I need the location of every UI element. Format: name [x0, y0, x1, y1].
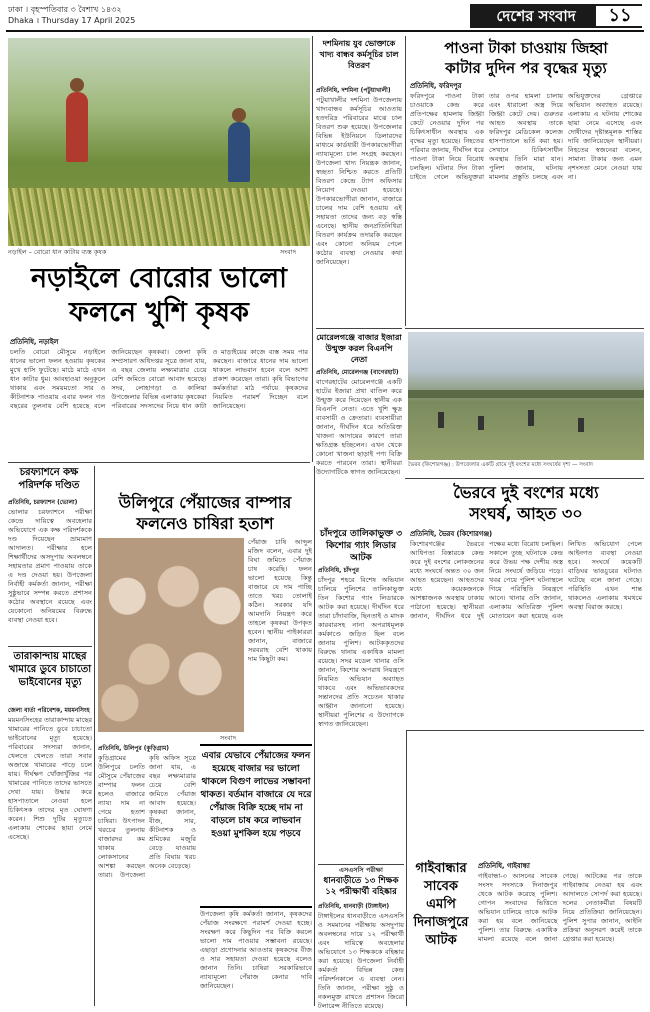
column-divider	[405, 36, 406, 326]
onion-pullquote: এবার যেভাবে পেঁয়াজের ফলন হয়েছে বাজার দর ভালো থাকলে বিগুণ লাভের সম্ভাবনা থাকত। বর্তমান বাজারে যে দরে পেঁয়াজ বিক্রি হচ্ছে দাম না বাড়লে চাষ করে লাভবান হওয়া মুশকিল হয়ে পড়বে	[200, 751, 312, 839]
chorfashion-headline: চরফ্যাশনে কক্ষ পরিদর্শক দণ্ডিত	[18, 467, 80, 491]
crowd-figure	[578, 418, 584, 432]
bhairab-body-continued	[410, 734, 642, 856]
harvest-photo	[8, 38, 310, 246]
fisheries-body: ময়মনসিংহের তারাকান্দায় মাছের খামারের পানিতে ডুবে চাচাতো ভাইবোনের মৃত্যু হয়েছে। পরিবারের সদস্যরা জানান, খেলতে খেলতে তারা সবার অজান্তে খামারের পাড়ে চলে যায়। দীর্ঘক্ষণ খোঁজাখুঁজির পর খামারের পানিতে তাদের ভাসতে দেখা যায়। উদ্ধার করে হাসপাতালে নেওয়া হলে চিকিৎসক তাদের মৃত ঘোষণা করেন। শিশু দুটির মৃত্যুতে এলাকায় শোকের ছায়া নেমে এসেছে।	[8, 716, 93, 841]
dateline	[8, 4, 135, 26]
divider	[406, 730, 644, 731]
harvest-headline-line2: ফলনে খুশি কৃষক	[69, 297, 249, 328]
dateline-bangla: ঢাকা । বৃহস্পতিবার ৩ বৈশাখ ১৪৩২	[8, 5, 122, 14]
dhanbari-kicker: এসএসসি পরীক্ষা	[339, 866, 383, 874]
jihba-headline	[408, 38, 644, 78]
farmer-figure-1	[66, 78, 88, 162]
bhairab-photo-caption: ভৈরব (কিশোরগঞ্জ) : উপজেলার একটি গ্রামে দুই বংশের মধ্যে সংঘর্ষের দৃশ্য — সংবাদ	[408, 462, 593, 468]
onion-photo-credit: সংবাদ	[220, 734, 237, 742]
onion-pullquote-box	[200, 744, 312, 908]
bhairab-photo	[408, 332, 644, 460]
bhairab-headline-line2: সংঘর্ষ, আহত ৩০	[469, 504, 583, 523]
rice-body: পটুয়াখালীর দশমিনা উপজেলায় খাদ্যবান্ধব কর্মসূচির আওতায় হতদরিদ্র পরিবারের মাঝে চাল বিতরণ শুরু হয়েছে। উপজেলার বিভিন্ন ইউনিয়নে ডিলারদের মাধ্যমে কার্ডধারী উপকারভোগীরা ন্যায্যমূল্যে চাল সংগ্রহ করছেন। উপজেলা খাদ্য নিয়ন্ত্রক জানান, স্বচ্ছতা নিশ্চিত করতে প্রতিটি বিতরণ কেন্দ্রে ট্যাগ অফিসার নিয়োগ দেওয়া হয়েছে। উপকারভোগীরা জানান, বাজারে চালের দাম বেশি হওয়ায় এই সহায়তা তাদের জন্য বড় স্বস্তি এনেছে। স্থানীয় জনপ্রতিনিধিরা বিতরণ কার্যক্রম তদারকি করছেন এবং কোনো অনিয়ম পেলে কঠোর ব্যবস্থা নেওয়ার কথা জানিয়েছেন।	[316, 96, 402, 266]
column-divider	[94, 466, 95, 1006]
harvest-body: চলতি বোরো মৌসুমে নড়াইলে ধানের ভালো ফলন হওয়ায় কৃষকের মুখে হাসি ফুটেছে। মাঠে মাঠে এখন ধান কাটার ধুম। আবহাওয়া অনুকূলে থাকায় এবং সময়মতো সার ও কীটনাশক পাওয়ায় এবার ফলন গত বছরের তুলনায় বেশি হয়েছে বলে জানিয়েছেন কৃষকরা। জেলা কৃষি সম্প্রসারণ অধিদপ্তর সূত্রে জানা যায়, এ বছর জেলায় লক্ষ্যমাত্রার চেয়ে বেশি জমিতে বোরো আবাদ হয়েছে। সদর, লোহাগড়া ও কালিয়া উপজেলার বিভিন্ন এলাকায় কৃষকেরা পরিবারের সদস্যদের নিয়ে ধান কাটা ও মাড়াইয়ের কাজে ব্যস্ত সময় পার করছেন। বাজারে ধানের দাম ভালো থাকলে লাভবান হবেন বলে আশা প্রকাশ করেছেন তারা। কৃষি বিভাগের কর্মকর্তারা মাঠ পর্যায়ে কৃষকদের নিয়মিত পরামর্শ দিচ্ছেন বলে জানিয়েছেন।	[10, 348, 308, 410]
masthead-title: দেশের সংবাদ	[496, 7, 576, 25]
chorfashion-byline: প্রতিনিধি, চরফ্যাশন (ভোলা)	[8, 499, 78, 506]
farmer-figure-2	[228, 108, 250, 182]
bhairab-headline	[408, 482, 644, 524]
jihba-headline-line2: কাটার দুদিন পর বৃদ্ধের মৃত্যু	[445, 59, 607, 77]
gaibandha-body: গাইবান্ধা-৩ আসনের সাবেক সংসদ সদস্যকে দিনাজপুর থেকে আটক করেছে পুলিশ। গোপন সংবাদের ভিত্তিতে অভিযান চালিয়ে তাকে আটক করা হয় বলে জানিয়েছে পুলিশ। তার বিরুদ্ধে একাধিক মামলা রয়েছে বলে জানা গেছে। আটকের পর তাকে গাইবান্ধায় নেওয়া হয় এবং আদালতে সোপর্দ করা হয়েছে। দলের নেতাকর্মীরা বিষয়টি নিয়ে প্রতিক্রিয়া জানিয়েছেন। পুলিশ সুপার জানান, আইনি প্রক্রিয়া অনুসরণ করেই তাকে গ্রেপ্তার করা হয়েছে।	[478, 872, 642, 943]
dateline-english: Dhaka । Thursday 17 April 2025	[8, 16, 136, 25]
morelganj-body: বাগেরহাটের মোরেলগঞ্জে একটি হাটের ইজারা প্রথা বাতিল করে উন্মুক্ত করে দিয়েছেন স্থানীয় এক বিএনপি নেতা। এতে খুশি ক্ষুদ্র ব্যবসায়ী ও ক্রেতারা। ব্যবসায়ীরা জানান, দীর্ঘদিন ধরে অতিরিক্ত খাজনা আদায়ের কারণে তারা ক্ষতিগ্রস্ত হচ্ছিলেন। এখন থেকে কোনো খাজনা ছাড়াই পণ্য বিক্রি করতে পারবেন তারা। স্থানীয়রা উদ্যোগটিকে স্বাগত জানিয়েছেন।	[316, 378, 402, 476]
harvest-photo-caption: নড়াইল – বোরো ধান কাটায় ব্যস্ত কৃষক	[8, 248, 107, 256]
divider	[405, 478, 644, 479]
morelganj-headline: মোরেলগঞ্জে বাজার ইজারা উন্মুক্ত করল বিএনপি নেতা	[316, 333, 402, 364]
divider	[318, 864, 404, 865]
crowd-figure	[528, 410, 534, 426]
gaibandha-byline: প্রতিনিধি, গাইবান্ধা	[478, 862, 530, 870]
onion-body-b: পেঁয়াজ চাষি আব্দুল মজিদ বলেন, এবার দুই বিঘা জমিতে পেঁয়াজ চাষ করেছি। ফলন ভালো হয়েছে কিন্তু বাজারে যে দাম পাচ্ছি তাতে খরচ তোলাই কঠিন। সরকার যদি আমদানি নিয়ন্ত্রণ করে তাহলে কৃষকরা উপকৃত হবেন। স্থানীয় পাইকাররা জানান, বাজারে সরবরাহ বেশি থাকায় দাম কিছুটা কম।	[248, 538, 312, 663]
harvest-photo-credit: সংবাদ	[280, 248, 297, 256]
jihba-byline: প্রতিনিধি, ফরিদপুর	[410, 82, 462, 90]
rice-headline: দশমিনায় যুব ভোক্তাকে খাদ্য বান্ধব কর্মসূচির চাল বিতরণ	[319, 39, 399, 70]
onion-body-a: কুড়িগ্রামের উলিপুরে চলতি মৌসুমে পেঁয়াজের বাম্পার ফলন হলেও বাজারে ন্যায্য দাম না পেয়ে হতাশ চাষিরা। উৎপাদন খরচের তুলনায় বাজারদর কম থাকায় লোকসানের আশঙ্কা করছেন তারা। উপজেলা কৃষি অফিস সূত্রে জানা যায়, এ বছর লক্ষ্যমাত্রার চেয়ে বেশি জমিতে পেঁয়াজ আবাদ হয়েছে। কৃষকরা জানান, বীজ, সার, কীটনাশক ও শ্রমিকের মজুরি বেড়ে যাওয়ায় প্রতি বিঘায় খরচ অনেক বেড়েছে।	[98, 754, 196, 879]
harvest-headline	[8, 262, 310, 330]
divider	[8, 646, 92, 647]
onion-headline-line1: উলিপুরে পেঁয়াজের বাম্পার	[118, 493, 292, 512]
onion-byline: প্রতিনিধি, উলিপুর (কুড়িগ্রাম)	[98, 745, 170, 752]
page-number: ১১	[596, 6, 644, 26]
harvest-byline: প্রতিনিধি, নড়াইল	[10, 338, 59, 346]
dhanbari-body: টাঙ্গাইলের ধানবাড়ীতে এসএসসি ও সমমানের পরীক্ষায় অসদুপায় অবলম্বনের দায়ে ১২ পরীক্ষার্থী এবং দায়িত্বে অবহেলার অভিযোগে ১৩ শিক্ষককে বহিষ্কার করা হয়েছে। উপজেলা নির্বাহী কর্মকর্তা বিভিন্ন কেন্দ্র পরিদর্শনকালে এ ব্যবস্থা নেন। তিনি জানান, পরীক্ষা সুষ্ঠু ও নকলমুক্ত রাখতে প্রশাসন জিরো টলারেন্স নীতিতে রয়েছে।	[318, 912, 404, 1010]
jihba-body: ফরিদপুরে পাওনা টাকা চাওয়াকে কেন্দ্র করে প্রতিপক্ষের হামলায় জিহ্বা কেটে নেওয়ার দুদিন পর চিকিৎসাধীন অবস্থায় এক বৃদ্ধের মৃত্যু হয়েছে। নিহতের পরিবার জানায়, দীর্ঘদিন ধরে পাওনা টাকা নিয়ে বিরোধ চলছিল। ঘটনার দিন টাকা চাইতে গেলে অভিযুক্তরা তার ওপর হামলা চালায় এবং ধারালো অস্ত্র দিয়ে জিহ্বা কেটে দেয়। গুরুতর আহত অবস্থায় তাকে ফরিদপুর মেডিকেল কলেজ হাসপাতালে ভর্তি করা হয়। সেখানে চিকিৎসাধীন অবস্থায় তিনি মারা যান। পুলিশ জানায়, ঘটনায় মামলার প্রস্তুতি চলছে এবং অভিযুক্তদের গ্রেপ্তারে অভিযান অব্যাহত রয়েছে। এলাকায় এ ঘটনায় শোকের ছায়া নেমে এসেছে এবং দোষীদের দৃষ্টান্তমূলক শাস্তির দাবি জানিয়েছেন স্থানীয়রা। নিহতের স্বজনেরা বলেন, সামান্য টাকার জন্য এমন নৃশংসতা মেনে নেওয়া যায় না।	[410, 92, 642, 181]
rice-byline: প্রতিনিধি, দশমিনা (পটুয়াখালী)	[316, 87, 391, 94]
fisheries-headline: তারাকান্দায় মাছের খামারে ডুবে চাচাতো ভাইবোনের মৃত্যু	[8, 651, 92, 688]
morelganj-byline: প্রতিনিধি, মোরেলগঞ্জ (বাগেরহাট)	[316, 369, 399, 376]
bhairab-headline-line1: ভৈরবে দুই বংশের মধ্যে	[453, 483, 599, 502]
column-divider	[314, 466, 315, 1006]
dhanbari-byline: প্রতিনিধি, ধানবাড়ী (টাঙ্গাইল)	[318, 903, 390, 910]
fisheries-byline: জেলা বার্তা পরিবেশক, ময়মনসিংহ	[8, 707, 90, 714]
divider	[316, 328, 402, 329]
dhanbari-headline: ধানবাড়ীতে ১৩ শিক্ষক ১২ পরীক্ষার্থী বহিষ্কার	[323, 876, 399, 897]
chandpur-headline: চাঁদপুরে তালিকাভুক্ত ৩ কিশোর গ্যাং লিডার আটক	[320, 529, 402, 563]
onion-headline-line2: ফলনেও চাষিরা হতাশ	[136, 514, 274, 533]
bhairab-byline: প্রতিনিধি, ভৈরব (কিশোরগঞ্জ)	[410, 530, 493, 538]
bhairab-treeline	[408, 390, 644, 398]
bhairab-body: কিশোরগঞ্জের ভৈরবে আধিপত্য বিস্তারকে কেন্দ্র করে দুই বংশের লোকজনের মধ্যে সংঘর্ষে অন্তত ৩০ জন আহত হয়েছেন। আহতদের মধ্যে কয়েকজনকে আশঙ্কাজনক অবস্থায় ঢাকায় পাঠানো হয়েছে। স্থানীয়রা জানান, দীর্ঘদিন ধরে দুই পক্ষের মধ্যে বিরোধ চলছিল। সকালে তুচ্ছ ঘটনাকে কেন্দ্র করে উভয় পক্ষ দেশীয় অস্ত্র নিয়ে সংঘর্ষে জড়িয়ে পড়ে। খবর পেয়ে পুলিশ ঘটনাস্থলে গিয়ে পরিস্থিতি নিয়ন্ত্রণে আনে। থানার ওসি জানান, এলাকায় অতিরিক্ত পুলিশ মোতায়েন করা হয়েছে এবং লিখিত অভিযোগ পেলে আইনগত ব্যবস্থা নেওয়া হবে। সংঘর্ষে কয়েকটি বাড়িঘর ভাঙচুরের ঘটনাও ঘটেছে বলে জানা গেছে। পরিস্থিতি এখন শান্ত থাকলেও এলাকায় থমথমে অবস্থা বিরাজ করছে।	[410, 540, 642, 620]
crowd-figure	[478, 416, 484, 430]
column-divider	[406, 730, 407, 1006]
paddy-field	[8, 188, 310, 246]
jihba-headline-line1: পাওনা টাকা চাওয়ায় জিহ্বা	[444, 39, 608, 57]
gaibandha-headline: গাইবান্ধার সাবেক এমপি দিনাজপুরে আটক	[413, 861, 469, 948]
crowd-figure	[438, 412, 444, 428]
harvest-headline-line1: নড়াইলে বোরোর ভালো	[31, 263, 287, 294]
chandpur-body: চাঁদপুর শহরে বিশেষ অভিযান চালিয়ে পুলিশের তালিকাভুক্ত তিন কিশোর গ্যাং লিডারকে আটক করা হয়েছে। দীর্ঘদিন ধরে তারা চাঁদাবাজি, ছিনতাই ও মাদক কারবারসহ নানা অপরাধমূলক কর্মকাণ্ডে জড়িত ছিল বলে জানায় পুলিশ। আটককৃতদের বিরুদ্ধে থানায় একাধিক মামলা রয়েছে। সদর মডেল থানার ওসি জানান, কিশোর অপরাধ নিয়ন্ত্রণে নিয়মিত অভিযান অব্যাহত থাকবে এবং অভিভাবকদের সন্তানদের প্রতি সচেতন থাকার আহ্বান জানানো হয়েছে। স্থানীয়রা পুলিশের এ উদ্যোগকে স্বাগত জানিয়েছেন।	[318, 576, 404, 728]
onion-headline	[98, 492, 312, 534]
header-rule	[6, 30, 644, 32]
divider	[405, 328, 644, 329]
chandpur-byline: প্রতিনিধি, চাঁদপুর	[318, 567, 359, 574]
onion-photo	[98, 538, 244, 732]
onion-body-c: উপজেলা কৃষি কর্মকর্তা জানান, কৃষকদের পেঁয়াজ সংরক্ষণে পরামর্শ দেওয়া হচ্ছে। সংরক্ষণ করে কিছুদিন পর বিক্রি করলে ভালো দাম পাওয়ার সম্ভাবনা রয়েছে। এছাড়া প্রণোদনার আওতায় কৃষকদের বীজ ও সার সহায়তা দেওয়া হয়েছে বলেও জানান তিনি। চাষিরা সরকারিভাবে ন্যায্যমূল্যে পেঁয়াজ কেনার দাবি জানিয়েছেন।	[200, 910, 312, 990]
column-divider	[312, 36, 313, 462]
divider	[8, 462, 310, 463]
chorfashion-body: ভোলার চরফ্যাশনে পরীক্ষা কেন্দ্রে দায়িত্বে অবহেলার অভিযোগে এক কক্ষ পরিদর্শককে দণ্ড দিয়েছেন ভ্রাম্যমাণ আদালত। পরীক্ষার হলে শিক্ষার্থীদের অসদুপায় অবলম্বনে সহায়তার প্রমাণ পাওয়ায় তাকে এ দণ্ড দেওয়া হয়। উপজেলা নির্বাহী কর্মকর্তা জানান, পরীক্ষা সুষ্ঠুভাবে সম্পন্ন করতে প্রশাসন কঠোর অবস্থানে রয়েছে এবং যেকোনো অনিয়মের বিরুদ্ধে ব্যবস্থা নেওয়া হবে।	[8, 508, 92, 624]
